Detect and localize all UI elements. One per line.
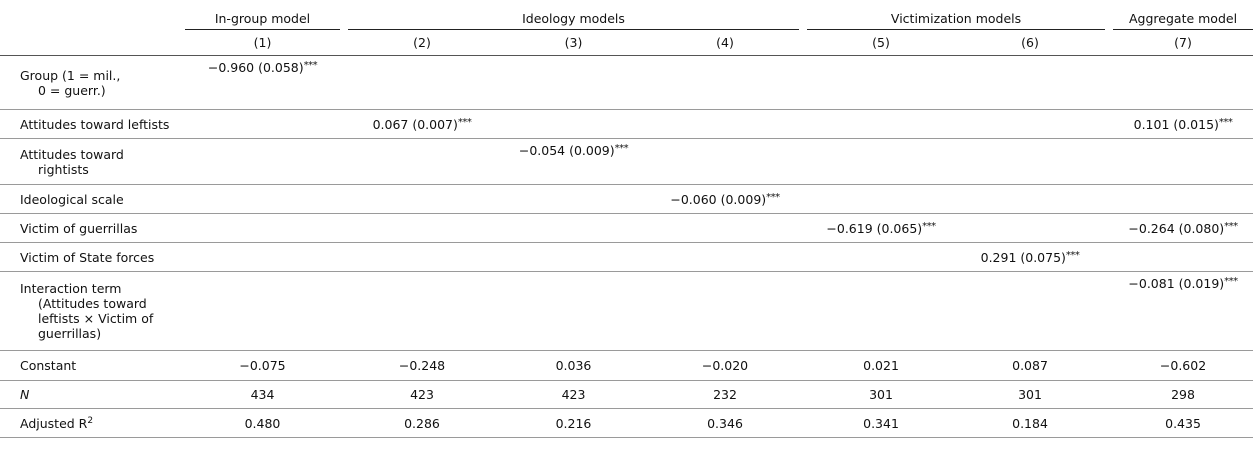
group-header-victimization: Victimization models <box>807 0 1105 30</box>
stat-cell <box>348 409 496 438</box>
coefficient-value: −0.248 <box>398 358 446 373</box>
empty-cell <box>651 243 799 272</box>
coefficient-cell <box>651 351 799 381</box>
empty-cell <box>185 214 340 243</box>
row-label-line: guerrillas) <box>38 326 102 341</box>
stat-cell <box>348 381 496 409</box>
empty-cell <box>807 110 955 139</box>
stat-value: 301 <box>869 387 893 402</box>
stat-cell <box>651 381 799 409</box>
empty-cell <box>1113 243 1253 272</box>
significance-stars: *** <box>1218 116 1233 128</box>
empty-cell <box>1113 139 1253 185</box>
stat-cell <box>496 381 651 409</box>
column-number: (5) <box>807 30 955 56</box>
column-number: (2) <box>348 30 496 56</box>
empty-cell <box>348 56 496 110</box>
empty-cell <box>955 56 1105 110</box>
column-group-header-row <box>0 0 1253 30</box>
r2-label: Adjusted R <box>20 416 88 432</box>
group-header-aggregate: Aggregate model <box>1113 0 1253 30</box>
row-label <box>0 243 185 272</box>
stat-cell <box>807 381 955 409</box>
empty-cell <box>496 214 651 243</box>
empty-cell <box>807 243 955 272</box>
table-row <box>0 409 1253 438</box>
coefficient-cell <box>807 351 955 381</box>
empty-cell <box>955 214 1105 243</box>
coefficient-value: −0.060 (0.009) <box>670 191 767 207</box>
empty-cell <box>185 272 340 351</box>
empty-cell <box>185 110 340 139</box>
coefficient-cell <box>955 351 1105 381</box>
empty-cell <box>348 214 496 243</box>
n-label: N <box>20 387 30 402</box>
stat-value: 298 <box>1171 387 1195 402</box>
table-row <box>0 56 1253 110</box>
empty-cell <box>807 185 955 214</box>
stat-value: 0.184 <box>1012 415 1048 431</box>
empty-cell <box>651 110 799 139</box>
row-label <box>0 56 185 110</box>
row-label-line: Victim of State forces <box>20 249 155 265</box>
table-row <box>0 139 1253 185</box>
row-label <box>0 272 185 351</box>
stat-cell <box>185 409 340 438</box>
stat-value: 0.341 <box>863 415 899 431</box>
empty-cell <box>651 214 799 243</box>
empty-cell <box>348 139 496 185</box>
row-label <box>0 110 185 139</box>
stat-value: 423 <box>410 387 434 402</box>
empty-cell <box>955 185 1105 214</box>
row-label-line: leftists × Victim of <box>38 311 154 326</box>
coefficient-value: 0.087 <box>1012 358 1048 373</box>
stat-value: 423 <box>561 387 586 402</box>
stat-value: 0.216 <box>555 415 592 431</box>
column-number-row <box>0 30 1253 56</box>
coefficient-value: 0.021 <box>863 358 899 373</box>
significance-stars: *** <box>922 220 936 232</box>
row-label <box>0 214 185 243</box>
row-label-line: Attitudes toward <box>20 146 124 162</box>
stat-value: 0.480 <box>244 415 281 431</box>
stat-cell <box>955 409 1105 438</box>
empty-cell <box>496 185 651 214</box>
coefficient-value: −0.619 (0.065) <box>826 220 923 236</box>
stat-cell <box>1113 409 1253 438</box>
stat-value: 0.346 <box>707 415 743 431</box>
row-label <box>0 351 185 381</box>
row-label-line: Group (1 = mil., <box>20 67 121 83</box>
row-label <box>0 409 185 438</box>
empty-cell <box>496 110 651 139</box>
empty-cell <box>955 272 1105 351</box>
empty-cell <box>348 243 496 272</box>
coefficient-cell <box>185 56 340 110</box>
significance-stars: *** <box>457 116 472 128</box>
coefficient-value: 0.036 <box>555 358 592 373</box>
empty-cell <box>651 139 799 185</box>
coefficient-cell <box>1113 110 1253 139</box>
significance-stars: *** <box>1065 249 1080 261</box>
coefficient-cell <box>1113 272 1253 351</box>
coefficient-value: −0.081 (0.019) <box>1128 276 1225 291</box>
table-body <box>0 56 1253 438</box>
row-label-line: Constant <box>20 358 77 373</box>
stat-value: 0.435 <box>1165 415 1201 431</box>
empty-cell <box>496 56 651 110</box>
stat-cell <box>185 381 340 409</box>
stat-cell <box>496 409 651 438</box>
column-number: (1) <box>185 30 340 56</box>
coefficient-cell <box>1113 214 1253 243</box>
stat-value: 0.286 <box>404 415 440 431</box>
row-label-line: rightists <box>38 161 89 177</box>
coefficient-cell <box>496 139 651 185</box>
coefficient-value: −0.075 <box>239 358 286 373</box>
coefficient-cell <box>955 243 1105 272</box>
empty-cell <box>807 139 955 185</box>
significance-stars: *** <box>614 143 629 154</box>
table-row <box>0 110 1253 139</box>
significance-stars: *** <box>1224 220 1238 232</box>
row-label <box>0 185 185 214</box>
coefficient-cell <box>651 185 799 214</box>
stat-value: 232 <box>713 387 737 402</box>
empty-cell <box>1113 185 1253 214</box>
coefficient-value: 0.291 (0.075) <box>980 249 1066 265</box>
empty-cell <box>348 272 496 351</box>
group-header-ideology: Ideology models <box>348 0 799 30</box>
coefficient-cell <box>185 351 340 381</box>
stat-cell <box>807 409 955 438</box>
empty-cell <box>955 139 1105 185</box>
empty-cell <box>185 139 340 185</box>
stat-cell <box>651 409 799 438</box>
coefficient-cell <box>807 214 955 243</box>
coefficient-value: −0.054 (0.009) <box>518 143 615 158</box>
table-row <box>0 214 1253 243</box>
coefficient-value: 0.101 (0.015) <box>1133 116 1219 132</box>
row-label <box>0 139 185 185</box>
significance-stars: *** <box>766 191 780 203</box>
empty-cell <box>185 243 340 272</box>
empty-cell <box>496 272 651 351</box>
stat-value: 301 <box>1018 387 1042 402</box>
empty-cell <box>651 56 799 110</box>
empty-cell <box>807 56 955 110</box>
empty-cell <box>496 243 651 272</box>
row-label-line: Interaction term <box>20 281 122 296</box>
row-label <box>0 381 185 409</box>
column-number: (7) <box>1113 30 1253 56</box>
coefficient-value: −0.960 (0.058) <box>207 60 304 75</box>
row-label-line: 0 = guerr.) <box>38 82 106 98</box>
significance-stars: *** <box>1224 276 1238 287</box>
empty-cell <box>807 272 955 351</box>
stat-value: 434 <box>250 387 275 402</box>
column-number: (3) <box>496 30 651 56</box>
coefficient-value: 0.067 (0.007) <box>372 116 458 132</box>
table-row <box>0 272 1253 351</box>
empty-cell <box>348 185 496 214</box>
coefficient-cell <box>348 351 496 381</box>
row-label-line: Attitudes toward leftists <box>20 116 170 132</box>
coefficient-cell <box>496 351 651 381</box>
stat-cell <box>1113 381 1253 409</box>
row-label-line: Victim of guerrillas <box>20 220 138 236</box>
table-row <box>0 381 1253 409</box>
empty-cell <box>185 185 340 214</box>
coefficient-cell <box>348 110 496 139</box>
group-header-in-group: In-group model <box>185 0 340 30</box>
r2-superscript: 2 <box>87 416 94 427</box>
table-row <box>0 185 1253 214</box>
table-row <box>0 351 1253 381</box>
empty-cell <box>955 110 1105 139</box>
stat-cell <box>955 381 1105 409</box>
coefficient-value: −0.264 (0.080) <box>1128 220 1225 236</box>
row-label-line: (Attitudes toward <box>38 296 147 311</box>
row-label-line: Ideological scale <box>20 191 124 207</box>
empty-cell <box>651 272 799 351</box>
column-number: (6) <box>955 30 1105 56</box>
significance-stars: *** <box>303 60 318 71</box>
coefficient-cell <box>1113 351 1253 381</box>
coefficient-value: −0.602 <box>1159 358 1207 373</box>
table-row <box>0 243 1253 272</box>
empty-cell <box>1113 56 1253 110</box>
coefficient-value: −0.020 <box>701 358 749 373</box>
column-number: (4) <box>651 30 799 56</box>
